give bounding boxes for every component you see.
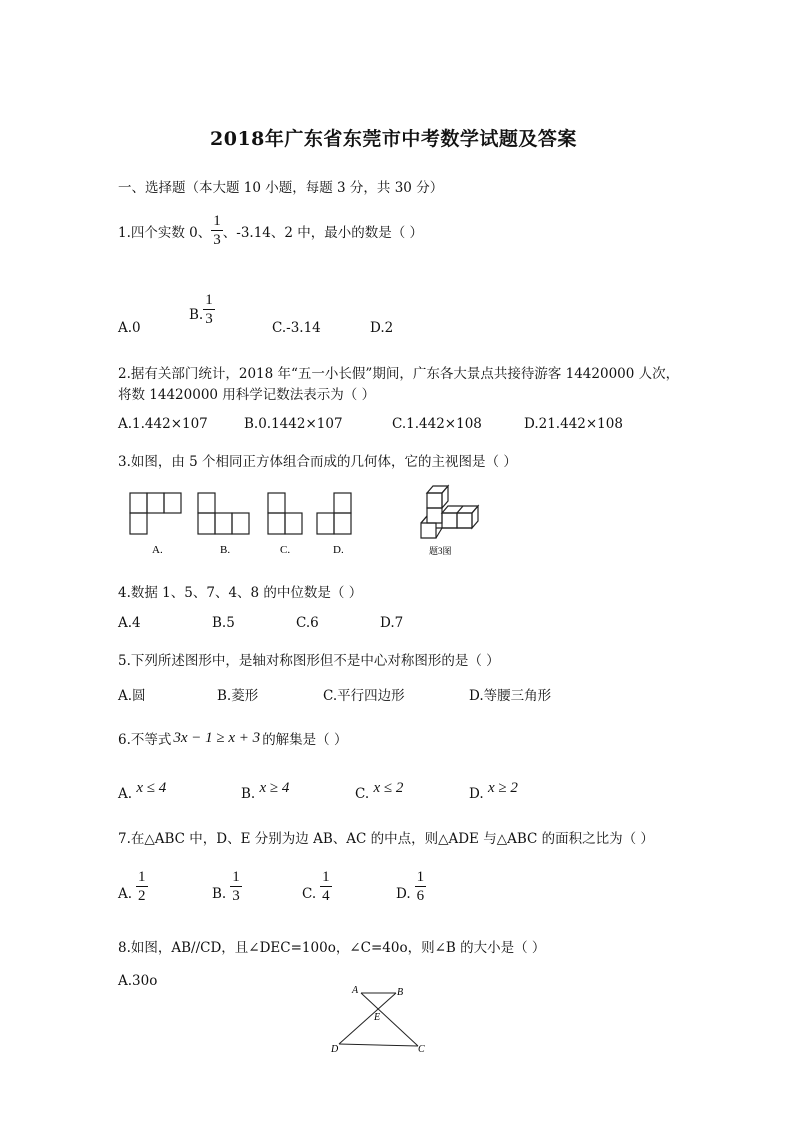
- q6-option-a: [118, 780, 167, 802]
- fraction-one-quarter: [320, 870, 332, 904]
- question-6-prefix: 6.不等式: [118, 732, 172, 748]
- question-6-suffix: 的解集是（ ）: [262, 732, 348, 748]
- page-title: 2018年广东省东莞市中考数学试题及答案: [210, 128, 577, 150]
- point-c-label: C: [418, 1044, 425, 1055]
- fraction-one-half: [136, 870, 148, 904]
- q6-option-c: [355, 780, 404, 802]
- q7-option-b: [212, 870, 242, 904]
- point-b-label: B: [397, 987, 404, 998]
- q5-option-b: B.菱形: [217, 688, 259, 704]
- fraction-denominator: 3: [232, 888, 240, 904]
- q2-option-c: C.1.442×108: [392, 416, 482, 432]
- view-label-d: D.: [333, 544, 344, 556]
- fraction-numerator: 1: [138, 869, 146, 885]
- section-heading: 一、选择题（本大题 10 小题，每题 3 分，共 30 分）: [118, 180, 444, 196]
- q1-option-c: C.-3.14: [272, 320, 321, 336]
- fraction-one-third: [230, 870, 242, 904]
- question-3: 3.如图，由 5 个相同正方体组合而成的几何体，它的主视图是（ ）: [118, 454, 517, 470]
- fraction-denominator: 2: [138, 888, 146, 904]
- question-1-prefix: 1.四个实数 0、: [118, 225, 212, 241]
- fraction-numerator: 1: [213, 213, 221, 229]
- q2-option-b: B.0.1442×107: [244, 416, 343, 432]
- q4-option-c: C.6: [296, 615, 319, 631]
- q7-option-d: [396, 870, 426, 904]
- view-option-c: [268, 493, 302, 534]
- view-label-b: B.: [220, 544, 231, 556]
- q2-option-a: A.1.442×107: [118, 416, 208, 432]
- q6-option-a-label: A.: [118, 786, 133, 802]
- point-e-label: E: [374, 1012, 381, 1023]
- fraction-denominator: 6: [416, 888, 425, 904]
- question-4: 4.数据 1、5、7、4、8 的中位数是（ ）: [118, 585, 363, 601]
- q6-option-b-label: B.: [241, 786, 256, 802]
- q7-option-a: [118, 870, 148, 904]
- q6-option-b-expr: x ≥ 4: [259, 780, 290, 796]
- view-option-a: [130, 493, 181, 534]
- q5-option-a: A.圆: [118, 688, 146, 704]
- q5-option-d: D.等腰三角形: [469, 688, 552, 704]
- cube-solid-figure: [421, 486, 478, 538]
- fraction-one-sixth: [415, 870, 427, 904]
- question-8: 8.如图，AB//CD，且∠DEC=100o，∠C=40o，则∠B 的大小是（ ）: [118, 940, 546, 956]
- q5-option-c: C.平行四边形: [323, 688, 405, 704]
- question-1-suffix: 、-3.14、2 中，最小的数是（ ）: [222, 225, 424, 241]
- q6-option-c-label: C.: [355, 786, 370, 802]
- fraction-denominator: 3: [205, 311, 213, 327]
- q1-option-d: D.2: [370, 320, 394, 336]
- fraction-numerator: 1: [205, 292, 213, 308]
- q6-option-d-expr: x ≥ 2: [487, 780, 518, 796]
- figure-caption: 题3图: [429, 546, 452, 556]
- view-label-a: A.: [152, 544, 163, 556]
- q7-option-a-label: A.: [118, 886, 133, 902]
- fraction-numerator: 1: [416, 869, 425, 885]
- q6-option-d-label: D.: [469, 786, 484, 802]
- point-a-label: A: [352, 985, 359, 996]
- question-7: 7.在△ABC 中，D、E 分别为边 AB、AC 的中点，则△ADE 与△ABC 的面积之比为（ ）: [118, 831, 654, 847]
- fraction-numerator: 1: [322, 869, 330, 885]
- q6-option-b: [241, 780, 290, 802]
- fraction-numerator: 1: [232, 869, 240, 885]
- q7-option-c: [302, 870, 332, 904]
- q7-option-b-label: B.: [212, 886, 227, 902]
- q4-option-a: A.4: [118, 615, 141, 631]
- view-option-d: [317, 493, 351, 534]
- fraction-denominator: 4: [322, 888, 330, 904]
- q1-option-a: A.0: [118, 320, 141, 336]
- q6-option-d: [469, 780, 518, 802]
- question-2-line-2: 将数 14420000 用科学记数法表示为（ ）: [118, 387, 376, 403]
- q7-option-c-label: C.: [302, 886, 317, 902]
- view-option-b: [198, 493, 249, 534]
- q7-option-d-label: D.: [396, 886, 411, 902]
- q8-option-a: A.30o: [118, 973, 158, 989]
- fraction-denominator: 3: [213, 232, 221, 248]
- q4-option-d: D.7: [380, 615, 404, 631]
- q2-option-d: D.21.442×108: [524, 416, 623, 432]
- question-6: [118, 728, 347, 748]
- q6-option-a-expr: x ≤ 4: [136, 780, 167, 796]
- q4-option-b: B.5: [212, 615, 235, 631]
- question-2-line-1: 2.据有关部门统计，2018 年“五一小长假”期间，广东各大景点共接待游客 14420000 人次，: [118, 366, 680, 382]
- question-5: 5.下列所述图形中，是轴对称图形但不是中心对称图形的是（ ）: [118, 653, 500, 669]
- inequality-expression: 3x − 1 ≥ x + 3: [173, 729, 261, 746]
- point-d-label: D: [331, 1044, 339, 1055]
- q6-option-c-expr: x ≤ 2: [373, 780, 404, 796]
- view-label-c: C.: [280, 544, 291, 556]
- q1-option-b-label: B.: [189, 307, 204, 323]
